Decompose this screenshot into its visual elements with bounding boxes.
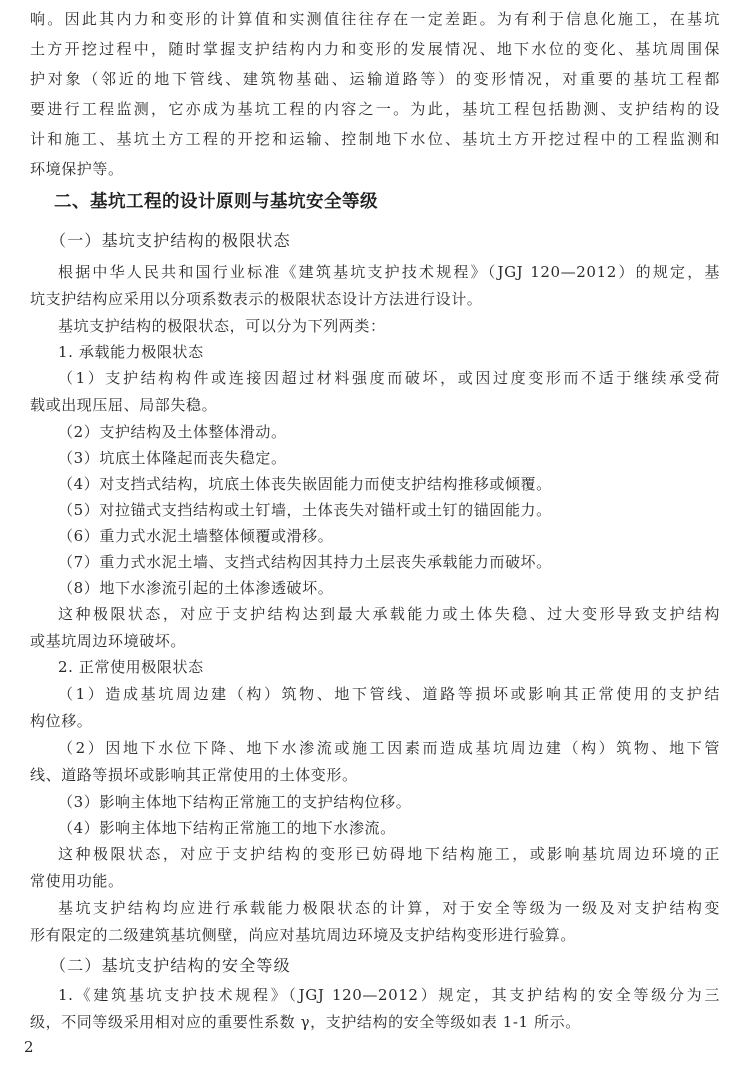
closing-line: 形有限定的二级建筑基坑侧壁，尚应对基坑周边环境及支护结构变形进行验算。 [30,926,577,944]
list-item: （4）影响主体地下结构正常施工的地下水渗流。 [58,819,396,837]
list-item: （6）重力式水泥土墙整体倾覆或滑移。 [58,527,334,545]
list-item-continuation: 构位移。 [30,712,93,730]
list-item: （3）坑底土体隆起而丧失稳定。 [58,449,287,467]
intro-line: 响。因此其内力和变形的计算值和实测值往往存在一定差距。为有利于信息化施工，在基坑 [30,10,720,28]
list-item-continuation: 载或出现压屈、局部失稳。 [30,396,218,414]
paragraph-line: 根据中华人民共和国行业标准《建筑基坑支护技术规程》（JGJ 120—2012）的规定，基 [58,263,720,281]
paragraph-line: 1.《建筑基坑支护技术规程》（JGJ 120—2012）规定，其支护结构的安全等级分为三 [58,986,720,1004]
intro-line: 环境保护等。 [30,160,124,178]
paragraph-line: 级，不同等级采用相对应的重要性系数 γ，支护结构的安全等级如表 1-1 所示。 [30,1013,581,1031]
intro-line: 土方开挖过程中，随时掌握支护结构内力和变形的发展情况、地下水位的变化、基坑周围保 [30,40,720,58]
list-item: （5）对拉锚式支挡结构或土钉墙，土体丧失对锚杆或土钉的锚固能力。 [58,501,552,519]
list-item: （2）支护结构及土体整体滑动。 [58,423,287,441]
list-item: （2）因地下水位下降、地下水渗流或施工因素而造成基坑周边建（构）筑物、地下管 [58,739,720,757]
subsection-title: （一）基坑支护结构的极限状态 [50,231,291,250]
list-item: （7）重力式水泥土墙、支挡式结构因其持力土层丧失承载能力而破坏。 [58,553,552,571]
list-item: （3）影响主体地下结构正常施工的支护结构位移。 [58,793,412,811]
list-item: （8）地下水渗流引起的土体渗透破坏。 [58,579,334,597]
category-title: 1. 承载能力极限状态 [58,343,204,361]
summary-line: 这种极限状态，对应于支护结构达到最大承载能力或土体失稳、过大变形导致支护结构 [58,605,720,623]
intro-line: 护对象（邻近的地下管线、建筑物基础、运输道路等）的变形情况，对重要的基坑工程都 [30,70,720,88]
intro-line: 要进行工程监测，它亦成为基坑工程的内容之一。为此，基坑工程包括勘测、支护结构的设 [30,100,720,118]
list-item: （1）造成基坑周边建（构）筑物、地下管线、道路等损坏或影响其正常使用的支护结 [58,685,720,703]
closing-line: 基坑支护结构均应进行承载能力极限状态的计算，对于安全等级为一级及对支护结构变 [58,899,720,917]
intro-line: 计和施工、基坑土方工程的开挖和运输、控制地下水位、基坑土方开挖过程中的工程监测和 [30,130,720,148]
paragraph-line: 基坑支护结构的极限状态，可以分为下列两类： [58,317,386,335]
category-title: 2. 正常使用极限状态 [58,658,204,676]
summary-line: 或基坑周边环境破坏。 [30,632,187,650]
section-heading: 二、基坑工程的设计原则与基坑安全等级 [54,192,378,212]
list-item: （4）对支挡式结构，坑底土体丧失嵌固能力而使支护结构推移或倾覆。 [58,475,552,493]
paragraph-line: 坑支护结构应采用以分项系数表示的极限状态设计方法进行设计。 [30,290,483,308]
subsection-title: （二）基坑支护结构的安全等级 [50,956,291,975]
page-number: 2 [24,1038,34,1056]
summary-line: 这种极限状态，对应于支护结构的变形已妨碍地下结构施工，或影响基坑周边环境的正 [58,845,720,863]
summary-line: 常使用功能。 [30,872,124,890]
list-item: （1）支护结构构件或连接因超过材料强度而破坏，或因过度变形而不适于继续承受荷 [58,369,720,387]
list-item-continuation: 线、道路等损坏或影响其正常使用的土体变形。 [30,766,358,784]
